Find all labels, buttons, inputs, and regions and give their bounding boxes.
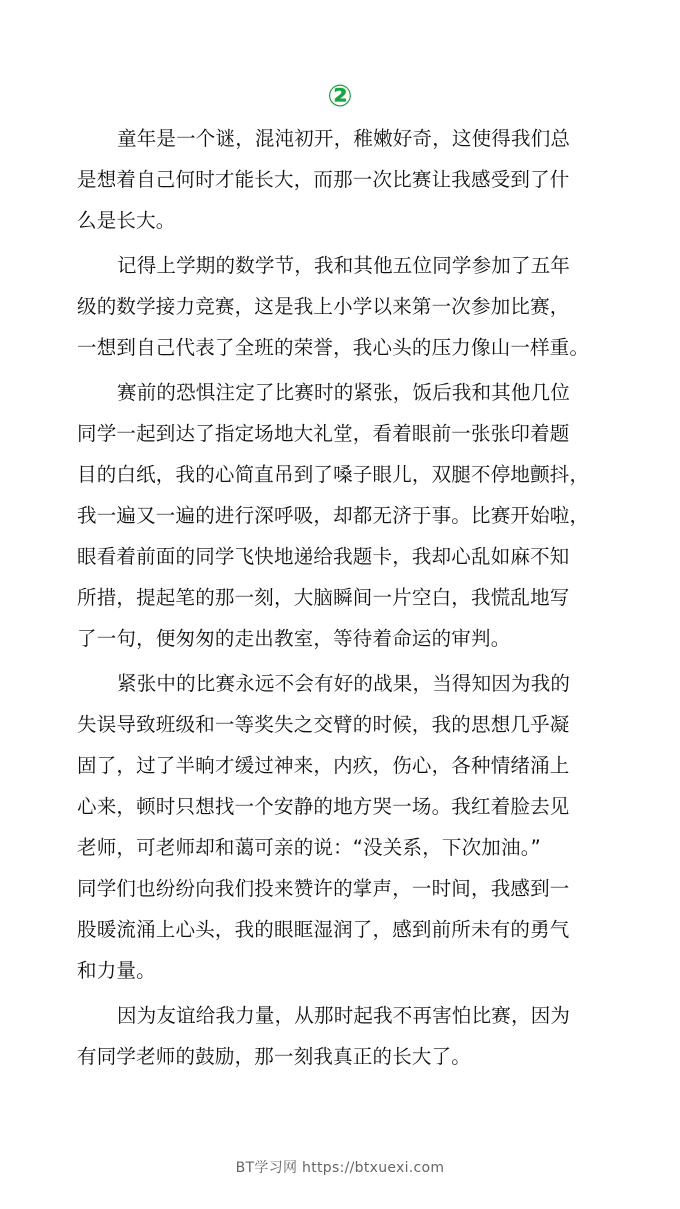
text-line: 同学一起到达了指定场地大礼堂，看着眼前一张张印着题 <box>77 422 570 445</box>
text-line: 眼看着前面的同学飞快地递给我题卡，我却心乱如麻不知 <box>77 545 570 568</box>
text-line: 所措，提起笔的那一刻，大脑瞬间一片空白，我慌乱地写 <box>77 586 570 609</box>
text-line: 固了，过了半晌才缓过神来，内疚，伤心，各种情绪涌上 <box>77 754 570 777</box>
text-line: 因为友谊给我力量，从那时起我不再害怕比赛，因为 <box>117 1004 571 1027</box>
text-line: 和力量。 <box>77 959 156 982</box>
text-line: 心来，顿时只想找一个安静的地方哭一场。我红着脸去见 <box>77 795 570 818</box>
section-number-marker: ② <box>327 79 353 114</box>
text-line: 紧张中的比赛永远不会有好的战果，当得知因为我的 <box>117 672 571 695</box>
text-line: 失误导致班级和一等奖失之交臂的时候，我的思想几乎凝 <box>77 713 570 736</box>
essay-body <box>77 118 617 1081</box>
text-line: 童年是一个谜，混沌初开，稚嫩好奇，这使得我们总 <box>117 127 571 150</box>
paragraph-4 <box>77 663 617 991</box>
text-line: 股暖流涌上心头，我的眼眶湿润了，感到前所未有的勇气 <box>77 918 570 941</box>
text-line: 一想到自己代表了全班的荣誉，我心头的压力像山一样重。 <box>77 336 590 359</box>
paragraph-3 <box>77 372 617 659</box>
paragraph-5 <box>77 995 617 1077</box>
text-line: 记得上学期的数学节，我和其他五位同学参加了五年 <box>117 254 571 277</box>
text-line: 么是长大。 <box>77 209 176 232</box>
text-line: 老师，可老师却和蔼可亲的说：“没关系，下次加油。” <box>77 836 541 859</box>
text-line: 了一句，便匆匆的走出教室，等待着命运的审判。 <box>77 627 511 650</box>
footer-watermark-link[interactable]: BT学习网 https://btxuexi.com <box>235 1160 445 1176</box>
paragraph-1 <box>77 118 617 241</box>
text-line: 级的数学接力竞赛，这是我上小学以来第一次参加比赛， <box>77 295 570 318</box>
text-line: 有同学老师的鼓励，那一刻我真正的长大了。 <box>77 1045 472 1068</box>
paragraph-2 <box>77 245 617 368</box>
text-line: 赛前的恐惧注定了比赛时的紧张，饭后我和其他几位 <box>117 381 571 404</box>
text-line: 目的白纸，我的心简直吊到了嗓子眼儿，双腿不停地颤抖， <box>77 463 590 486</box>
text-line: 同学们也纷纷向我们投来赞许的掌声，一时间，我感到一 <box>77 877 570 900</box>
text-line: 我一遍又一遍的进行深呼吸，却都无济于事。比赛开始啦， <box>77 504 590 527</box>
text-line: 是想着自己何时才能长大，而那一次比赛让我感受到了什 <box>77 168 570 191</box>
